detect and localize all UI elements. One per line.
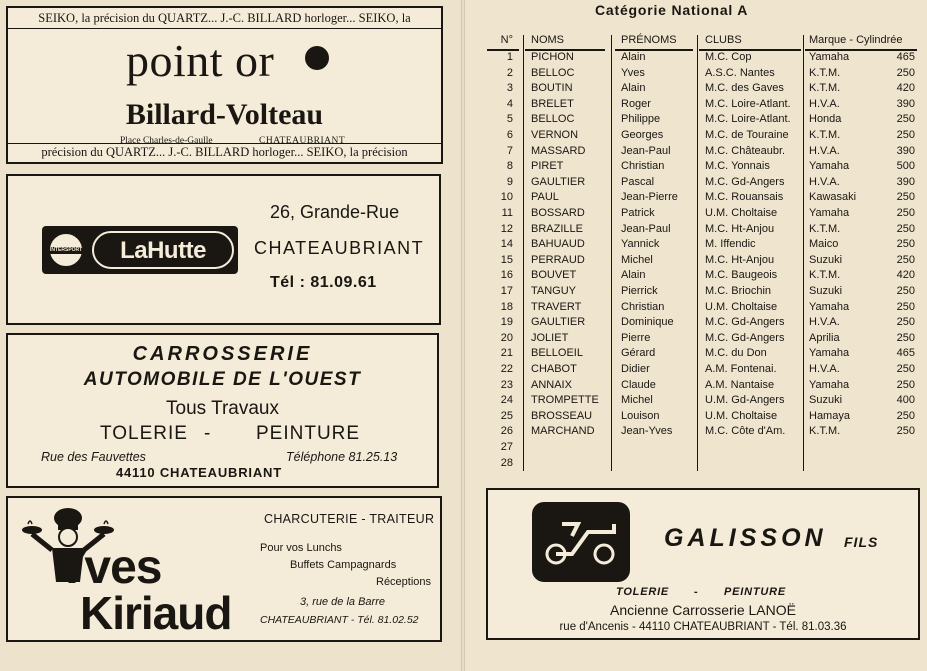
row-surname: MASSARD (531, 144, 586, 157)
row-brand: Yamaha (809, 347, 850, 360)
row-number: 2 (506, 66, 513, 79)
la-hutte-logo (42, 226, 238, 274)
table-row (483, 363, 919, 379)
phone: Tél : 81.09.61 (270, 274, 377, 291)
table-header (483, 34, 919, 50)
row-cc: 500 (896, 160, 915, 173)
row-surname: BOUTIN (531, 82, 573, 95)
row-club: A.M. Nantaise (705, 378, 775, 391)
row-brand: K.T.M. (809, 425, 841, 438)
row-number: 11 (501, 207, 513, 219)
ticker-top: SEIKO, la précision du QUARTZ... J.-C. BILLARD horloger... SEIKO, la (38, 11, 411, 25)
street: Rue des Fauvettes (41, 450, 146, 464)
row-firstname: Jean-Yves (621, 425, 673, 438)
row-brand: H.V.A. (809, 175, 840, 188)
row-firstname: Christian (621, 300, 665, 313)
table-row (483, 223, 919, 239)
table-row (483, 160, 919, 176)
row-brand: Yamaha (809, 300, 850, 313)
row-surname: TANGUY (531, 285, 577, 297)
table-row (483, 145, 919, 161)
brand-name: GALISSON (664, 524, 827, 552)
street: 26, Grande-Rue (270, 202, 400, 222)
row-cc: 420 (896, 269, 915, 282)
row-number: 26 (500, 425, 513, 438)
row-number: 4 (506, 97, 513, 110)
table-row (483, 285, 919, 301)
row-club: M.C. Gd-Angers (705, 331, 785, 344)
brand-oval (92, 231, 234, 269)
row-brand: Suzuki (809, 253, 843, 266)
vehicle-icon (532, 502, 630, 582)
shop-city: CHATEAUBRIANT (259, 136, 346, 146)
offer-3: Réceptions (376, 576, 432, 588)
table-row (483, 67, 919, 83)
row-club: M.C. Gd-Angers (705, 316, 785, 329)
row-surname: BELLOC (531, 113, 575, 126)
header-club: CLUBS (705, 34, 742, 46)
row-club: M.C. Briochin (705, 285, 772, 297)
row-cc: 250 (896, 222, 915, 235)
city: CHATEAUBRIANT (254, 238, 425, 258)
table-row (483, 254, 919, 270)
row-surname: MARCHAND (531, 425, 595, 438)
table-row (483, 207, 919, 223)
row-brand: H.V.A. (809, 316, 840, 329)
row-cc: 420 (896, 82, 915, 95)
logo-yves: Yves (56, 541, 162, 594)
row-club: U.M. Choltaise (705, 300, 778, 313)
row-club: M.C. Loire-Atlant. (705, 113, 791, 126)
row-club: M.C. Gd-Angers (705, 175, 785, 188)
ad-kiriaud (6, 496, 442, 642)
row-club: U.M. Choltaise (705, 207, 778, 219)
address-line: rue d'Ancenis - 44110 CHATEAUBRIANT - Tél. 81.03.36 (559, 621, 847, 633)
row-club: M.C. Yonnais (705, 160, 770, 173)
service-separator: - (694, 586, 698, 598)
row-club: M.C. Ht-Anjou (705, 222, 775, 235)
row-surname: PICHON (531, 51, 574, 63)
service-tolerie: TOLERIE (616, 586, 670, 598)
row-firstname: Yves (621, 66, 645, 79)
row-firstname: Jean-Paul (621, 144, 671, 157)
row-cc: 250 (896, 300, 915, 313)
ad-galisson (486, 488, 920, 640)
row-number: 24 (500, 394, 513, 407)
row-surname: BOSSARD (531, 207, 585, 219)
row-number: 8 (506, 160, 513, 173)
row-cc: 250 (896, 113, 915, 126)
row-firstname: Patrick (621, 207, 655, 219)
row-number: 17 (500, 285, 513, 297)
logo-kiriaud: Kiriaud (80, 587, 232, 639)
point-or-logo: point or (126, 35, 275, 86)
header-surname: NOMS (531, 34, 564, 46)
row-firstname: Pierrick (621, 285, 658, 297)
city: 44110 CHATEAUBRIANT (116, 465, 282, 480)
header-number: N° (500, 34, 513, 46)
row-firstname: Roger (621, 97, 651, 110)
row-number: 18 (500, 300, 513, 313)
row-firstname: Alain (621, 82, 646, 95)
row-club: U.M. Gd-Angers (705, 394, 785, 407)
row-number: 20 (500, 331, 513, 344)
row-surname: CHABOT (531, 363, 577, 375)
row-number: 6 (506, 129, 513, 141)
row-firstname: Philippe (621, 113, 661, 126)
row-cc: 250 (896, 425, 915, 438)
row-brand: H.V.A. (809, 144, 840, 157)
row-brand: K.T.M. (809, 82, 841, 95)
row-club: U.M. Choltaise (705, 409, 778, 422)
row-brand: K.T.M. (809, 129, 841, 141)
row-number: 15 (500, 253, 513, 266)
row-firstname: Gérard (621, 347, 656, 360)
row-cc: 250 (896, 378, 915, 391)
row-club: M.C. Ht-Anjou (705, 253, 775, 266)
service-peinture: PEINTURE (724, 586, 787, 598)
row-cc: 250 (896, 238, 915, 251)
ad-carrosserie (6, 333, 439, 488)
row-firstname: Louison (621, 409, 660, 422)
row-surname: PIRET (531, 160, 564, 173)
row-firstname: Jean-Paul (621, 222, 671, 235)
row-number: 7 (506, 144, 513, 157)
headline-2: AUTOMOBILE DE L'OUEST (83, 369, 362, 390)
row-cc: 250 (896, 316, 915, 329)
headline-1: CARROSSERIE (132, 343, 313, 365)
row-firstname: Claude (621, 378, 656, 391)
shop-address: Place Charles-de-Gaulle (120, 136, 213, 146)
row-club: A.S.C. Nantes (705, 66, 775, 79)
row-firstname: Georges (621, 129, 664, 141)
row-club: A.M. Fontenai. (705, 363, 777, 375)
table-row (483, 238, 919, 254)
category-title: Catégorie National A (595, 2, 749, 18)
row-club: M.C. Châteaubr. (705, 144, 786, 157)
table-row (483, 113, 919, 129)
table-row (483, 269, 919, 285)
row-club: M.C. Loire-Atlant. (705, 97, 791, 110)
row-brand: Yamaha (809, 378, 850, 391)
row-number: 22 (500, 363, 513, 375)
row-cc: 250 (896, 207, 915, 219)
row-club: M.C. des Gaves (705, 82, 784, 95)
row-brand: H.V.A. (809, 363, 840, 375)
row-number: 25 (500, 409, 513, 422)
table-row (483, 82, 919, 98)
row-cc: 400 (896, 394, 915, 407)
row-firstname: Pierre (621, 331, 651, 344)
table-row (483, 301, 919, 317)
row-brand: K.T.M. (809, 66, 841, 79)
row-surname: JOLIET (531, 331, 569, 344)
brand-name: LaHutte (120, 237, 206, 264)
row-surname: PAUL (531, 191, 559, 204)
rule-bottom (8, 143, 441, 144)
row-firstname: Alain (621, 51, 646, 63)
row-cc: 250 (896, 129, 915, 141)
ticker-bottom: précision du QUARTZ... J.-C. BILLARD horloger... SEIKO, la précision (41, 145, 408, 159)
row-number: 10 (500, 191, 513, 204)
row-number: 3 (506, 82, 513, 95)
shop-name: Billard-Volteau (125, 98, 324, 131)
row-cc: 390 (896, 175, 915, 188)
table-row (483, 379, 919, 395)
row-number: 16 (500, 269, 513, 282)
row-surname: BOUVET (531, 269, 577, 282)
row-surname: BRAZILLE (531, 222, 583, 235)
row-club: M.C. de Touraine (705, 129, 789, 141)
row-surname: ANNAIX (531, 378, 572, 391)
row-cc: 250 (896, 253, 915, 266)
row-brand: H.V.A. (809, 97, 840, 110)
row-number: 23 (500, 378, 513, 391)
row-number: 5 (506, 113, 513, 126)
service-separator: - (204, 423, 211, 444)
row-firstname: Yannick (621, 238, 660, 251)
row-number: 21 (500, 347, 513, 360)
row-brand: Hamaya (809, 409, 850, 422)
row-club: M. Iffendic (705, 238, 756, 251)
row-cc: 250 (896, 363, 915, 375)
row-brand: Yamaha (809, 51, 850, 63)
row-cc: 465 (896, 347, 915, 360)
row-surname: TRAVERT (531, 300, 582, 313)
table-row (483, 98, 919, 114)
row-firstname: Michel (621, 253, 653, 266)
ad-point-or (6, 6, 443, 164)
row-cc: 390 (896, 97, 915, 110)
row-brand: Suzuki (809, 285, 843, 297)
row-brand: Maico (809, 238, 839, 251)
row-cc: 465 (896, 51, 915, 63)
row-firstname: Pascal (621, 175, 655, 188)
row-number: 12 (500, 222, 513, 235)
row-cc: 390 (896, 144, 915, 157)
row-firstname: Alain (621, 269, 646, 282)
table-row (483, 129, 919, 145)
service-tolerie: TOLERIE (100, 423, 188, 444)
row-brand: Kawasaki (809, 191, 857, 204)
row-number: 1 (506, 51, 513, 63)
table-row (483, 425, 919, 441)
table-row (483, 457, 919, 473)
row-firstname: Jean-Pierre (621, 191, 678, 204)
rule-top (8, 28, 441, 29)
table-row (483, 191, 919, 207)
row-surname: TROMPETTE (531, 394, 599, 407)
intersport-label: INTERSPORT (50, 247, 83, 253)
row-brand: K.T.M. (809, 222, 841, 235)
page-fold (461, 0, 465, 671)
row-cc: 250 (896, 331, 915, 344)
table-row (483, 51, 919, 67)
row-surname: GAULTIER (531, 316, 586, 329)
row-surname: BRELET (531, 97, 574, 110)
row-club: M.C. Rouansais (705, 191, 784, 204)
row-club: M.C. du Don (705, 347, 767, 360)
row-club: M.C. Côte d'Am. (705, 425, 786, 438)
former-name: Ancienne Carrosserie LANOË (610, 602, 796, 618)
row-surname: BROSSEAU (531, 409, 593, 422)
row-number: 27 (500, 441, 513, 453)
row-number: 19 (500, 316, 513, 329)
offer-2: Buffets Campagnards (290, 559, 397, 571)
header-brand-cc: Marque - Cylindrée (809, 34, 903, 46)
row-surname: GAULTIER (531, 175, 586, 188)
row-club: M.C. Cop (705, 51, 752, 63)
row-firstname: Michel (621, 394, 653, 407)
ad-la-hutte (6, 174, 441, 325)
intersport-ball-icon (48, 232, 84, 268)
row-cc: 250 (896, 191, 915, 204)
table-row (483, 176, 919, 192)
row-surname: VERNON (531, 129, 579, 141)
row-cc: 250 (896, 285, 915, 297)
category: CHARCUTERIE - TRAITEUR (264, 512, 435, 526)
row-number: 28 (500, 456, 513, 469)
row-brand: Yamaha (809, 207, 850, 219)
table-row (483, 410, 919, 426)
header-firstname: PRÉNOMS (621, 34, 677, 46)
row-brand: Honda (809, 113, 842, 126)
phone: Téléphone 81.25.13 (286, 450, 398, 464)
table-row (483, 332, 919, 348)
subline: Tous Travaux (166, 398, 279, 419)
row-surname: BAHUAUD (531, 238, 585, 251)
row-cc: 250 (896, 66, 915, 79)
table-row (483, 394, 919, 410)
table-row (483, 441, 919, 457)
row-number: 14 (500, 238, 513, 251)
row-brand: Suzuki (809, 394, 843, 407)
row-surname: PERRAUD (531, 253, 585, 266)
row-surname: BELLOEIL (531, 347, 583, 360)
offer-1: Pour vos Lunchs (260, 542, 342, 554)
row-number: 9 (506, 175, 513, 188)
street: 3, rue de la Barre (300, 596, 385, 608)
row-cc: 250 (896, 409, 915, 422)
row-firstname: Dominique (621, 316, 674, 329)
brand-suffix: FILS (844, 534, 879, 550)
row-brand: K.T.M. (809, 269, 841, 282)
logo-dot (305, 46, 329, 70)
row-brand: Yamaha (809, 160, 850, 173)
table-row (483, 347, 919, 363)
row-brand: Aprilia (809, 331, 840, 344)
row-firstname: Didier (621, 363, 650, 375)
table-row (483, 316, 919, 332)
row-firstname: Christian (621, 160, 665, 173)
row-club: M.C. Baugeois (705, 269, 778, 282)
row-surname: BELLOC (531, 66, 575, 79)
service-peinture: PEINTURE (256, 423, 361, 444)
city-phone: CHATEAUBRIANT - Tél. 81.02.52 (260, 614, 419, 626)
